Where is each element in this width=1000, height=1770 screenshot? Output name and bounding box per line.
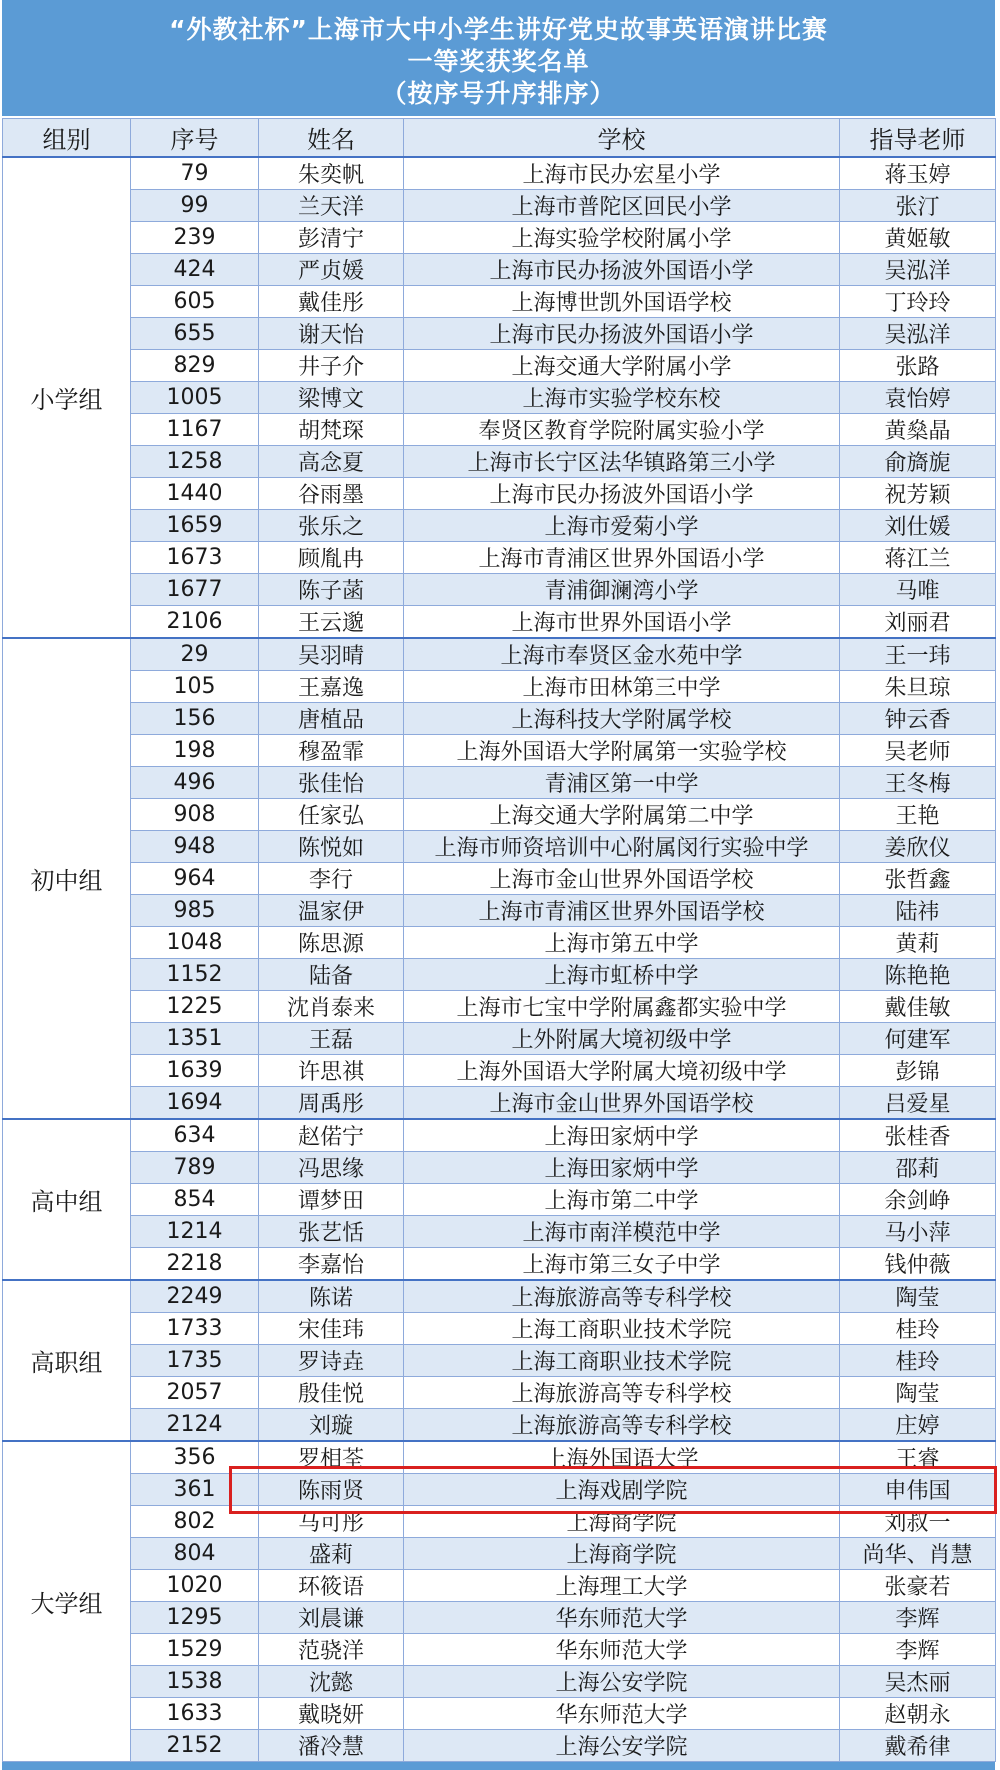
number-cell: 156 xyxy=(131,703,259,735)
table-row xyxy=(3,414,996,446)
school-cell: 上海科技大学附属学校 xyxy=(404,703,840,735)
table-row xyxy=(3,1184,996,1216)
name-cell: 李行 xyxy=(259,863,404,895)
school-cell: 奉贤区教育学院附属实验小学 xyxy=(404,414,840,446)
header-name: 姓名 xyxy=(259,119,404,158)
teacher-cell: 马小萍 xyxy=(840,1216,996,1248)
school-cell: 青浦御澜湾小学 xyxy=(404,574,840,606)
name-cell: 胡梵琛 xyxy=(259,414,404,446)
group-label: 高中组 xyxy=(3,1119,131,1280)
name-cell: 冯思缘 xyxy=(259,1152,404,1184)
name-cell: 范骁洋 xyxy=(259,1634,404,1666)
number-cell: 1295 xyxy=(131,1602,259,1634)
name-cell: 陈悦如 xyxy=(259,831,404,863)
school-cell: 上海公安学院 xyxy=(404,1730,840,1762)
number-cell: 1633 xyxy=(131,1698,259,1730)
school-cell: 上海田家炳中学 xyxy=(404,1119,840,1152)
school-cell: 青浦区第一中学 xyxy=(404,767,840,799)
table-row xyxy=(3,1280,996,1313)
teacher-cell: 黄莉 xyxy=(840,927,996,959)
school-cell: 上海市爱菊小学 xyxy=(404,510,840,542)
number-cell: 1639 xyxy=(131,1055,259,1087)
table-row xyxy=(3,1345,996,1377)
name-cell: 高念夏 xyxy=(259,446,404,478)
school-cell: 上海市青浦区世界外国语学校 xyxy=(404,895,840,927)
teacher-cell: 钟云香 xyxy=(840,703,996,735)
table-row xyxy=(3,767,996,799)
table-row xyxy=(3,382,996,414)
title-line-1: “外教社杯”上海市大中小学生讲好党史故事英语演讲比赛 xyxy=(169,15,828,44)
table-row xyxy=(3,671,996,703)
school-cell: 上海交通大学附属小学 xyxy=(404,350,840,382)
number-cell: 948 xyxy=(131,831,259,863)
header-number: 序号 xyxy=(131,119,259,158)
teacher-cell: 陶莹 xyxy=(840,1280,996,1313)
school-cell: 上海市长宁区法华镇路第三小学 xyxy=(404,446,840,478)
name-cell: 宋佳玮 xyxy=(259,1313,404,1345)
school-cell: 上海外国语大学附属第一实验学校 xyxy=(404,735,840,767)
number-cell: 1351 xyxy=(131,1023,259,1055)
school-cell: 上海市金山世界外国语学校 xyxy=(404,863,840,895)
name-cell: 罗诗垚 xyxy=(259,1345,404,1377)
table-row xyxy=(3,318,996,350)
number-cell: 1529 xyxy=(131,1634,259,1666)
school-cell: 上海市第五中学 xyxy=(404,927,840,959)
number-cell: 1440 xyxy=(131,478,259,510)
table-row xyxy=(3,927,996,959)
number-cell: 655 xyxy=(131,318,259,350)
table-row xyxy=(3,574,996,606)
name-cell: 陈雨贤 xyxy=(259,1474,404,1506)
table-row xyxy=(3,286,996,318)
school-cell: 上海商学院 xyxy=(404,1538,840,1570)
name-cell: 沈懿 xyxy=(259,1666,404,1698)
school-cell: 上海市第三女子中学 xyxy=(404,1248,840,1281)
teacher-cell: 姜欣仪 xyxy=(840,831,996,863)
table-row xyxy=(3,1570,996,1602)
table-row xyxy=(3,510,996,542)
name-cell: 唐植品 xyxy=(259,703,404,735)
name-cell: 赵偌宁 xyxy=(259,1119,404,1152)
table-row xyxy=(3,1634,996,1666)
teacher-cell: 张哲鑫 xyxy=(840,863,996,895)
name-cell: 温家伊 xyxy=(259,895,404,927)
number-cell: 496 xyxy=(131,767,259,799)
school-cell: 上海市师资培训中心附属闵行实验中学 xyxy=(404,831,840,863)
award-table xyxy=(2,118,996,1762)
name-cell: 吴羽晴 xyxy=(259,638,404,671)
table-body xyxy=(3,157,996,1762)
number-cell: 2218 xyxy=(131,1248,259,1281)
group-label: 初中组 xyxy=(3,638,131,1119)
teacher-cell: 李辉 xyxy=(840,1634,996,1666)
school-cell: 上海市民办扬波外国语小学 xyxy=(404,254,840,286)
teacher-cell: 王冬梅 xyxy=(840,767,996,799)
school-cell: 华东师范大学 xyxy=(404,1602,840,1634)
number-cell: 964 xyxy=(131,863,259,895)
number-cell: 361 xyxy=(131,1474,259,1506)
name-cell: 沈肖泰来 xyxy=(259,991,404,1023)
teacher-cell: 何建军 xyxy=(840,1023,996,1055)
teacher-cell: 吕爱星 xyxy=(840,1087,996,1120)
table-row xyxy=(3,1119,996,1152)
school-cell: 上海市民办扬波外国语小学 xyxy=(404,318,840,350)
number-cell: 1694 xyxy=(131,1087,259,1120)
number-cell: 802 xyxy=(131,1506,259,1538)
table-row xyxy=(3,735,996,767)
table-row xyxy=(3,1698,996,1730)
number-cell: 1214 xyxy=(131,1216,259,1248)
teacher-cell: 袁怡婷 xyxy=(840,382,996,414)
table-row xyxy=(3,1409,996,1442)
title-block xyxy=(2,0,995,118)
number-cell: 2249 xyxy=(131,1280,259,1313)
school-cell: 上海旅游高等专科学校 xyxy=(404,1377,840,1409)
table-row xyxy=(3,157,996,190)
table-row xyxy=(3,895,996,927)
name-cell: 张佳怡 xyxy=(259,767,404,799)
table-row xyxy=(3,1023,996,1055)
school-cell: 华东师范大学 xyxy=(404,1634,840,1666)
teacher-cell: 吴杰丽 xyxy=(840,1666,996,1698)
school-cell: 上海市民办宏星小学 xyxy=(404,157,840,190)
number-cell: 1677 xyxy=(131,574,259,606)
teacher-cell: 张汀 xyxy=(840,190,996,222)
teacher-cell: 庄婷 xyxy=(840,1409,996,1442)
teacher-cell: 桂玲 xyxy=(840,1313,996,1345)
number-cell: 1258 xyxy=(131,446,259,478)
teacher-cell: 李辉 xyxy=(840,1602,996,1634)
school-cell: 华东师范大学 xyxy=(404,1698,840,1730)
number-cell: 1048 xyxy=(131,927,259,959)
number-cell: 29 xyxy=(131,638,259,671)
number-cell: 79 xyxy=(131,157,259,190)
table-row xyxy=(3,478,996,510)
name-cell: 刘晨谦 xyxy=(259,1602,404,1634)
table-row xyxy=(3,1602,996,1634)
school-cell: 上海田家炳中学 xyxy=(404,1152,840,1184)
number-cell: 198 xyxy=(131,735,259,767)
name-cell: 许思祺 xyxy=(259,1055,404,1087)
school-cell: 上海实验学校附属小学 xyxy=(404,222,840,254)
name-cell: 陈思源 xyxy=(259,927,404,959)
number-cell: 1673 xyxy=(131,542,259,574)
school-cell: 上海市民办扬波外国语小学 xyxy=(404,478,840,510)
teacher-cell: 吴泓洋 xyxy=(840,318,996,350)
number-cell: 2152 xyxy=(131,1730,259,1762)
teacher-cell: 马唯 xyxy=(840,574,996,606)
number-cell: 789 xyxy=(131,1152,259,1184)
teacher-cell: 张路 xyxy=(840,350,996,382)
number-cell: 239 xyxy=(131,222,259,254)
school-cell: 上海市奉贤区金水苑中学 xyxy=(404,638,840,671)
title-line-3: （按序号升序排序） xyxy=(381,79,616,108)
name-cell: 王磊 xyxy=(259,1023,404,1055)
teacher-cell: 刘仕媛 xyxy=(840,510,996,542)
teacher-cell: 俞旖旎 xyxy=(840,446,996,478)
name-cell: 罗相荃 xyxy=(259,1441,404,1474)
number-cell: 1659 xyxy=(131,510,259,542)
table-row xyxy=(3,1377,996,1409)
teacher-cell: 王艳 xyxy=(840,799,996,831)
name-cell: 王嘉逸 xyxy=(259,671,404,703)
bottom-bar xyxy=(2,1762,995,1770)
school-cell: 上海工商职业技术学院 xyxy=(404,1313,840,1345)
table-row xyxy=(3,863,996,895)
header-row xyxy=(3,119,996,158)
number-cell: 854 xyxy=(131,1184,259,1216)
teacher-cell: 张桂香 xyxy=(840,1119,996,1152)
table-row xyxy=(3,959,996,991)
name-cell: 谷雨墨 xyxy=(259,478,404,510)
group-label: 大学组 xyxy=(3,1441,131,1762)
teacher-cell: 吴泓洋 xyxy=(840,254,996,286)
school-cell: 上海市田林第三中学 xyxy=(404,671,840,703)
name-cell: 井子介 xyxy=(259,350,404,382)
name-cell: 李嘉怡 xyxy=(259,1248,404,1281)
school-cell: 上海博世凯外国语学校 xyxy=(404,286,840,318)
name-cell: 兰天洋 xyxy=(259,190,404,222)
name-cell: 顾胤冉 xyxy=(259,542,404,574)
number-cell: 105 xyxy=(131,671,259,703)
teacher-cell: 朱旦琼 xyxy=(840,671,996,703)
name-cell: 王云邈 xyxy=(259,606,404,639)
number-cell: 908 xyxy=(131,799,259,831)
teacher-cell: 陆祎 xyxy=(840,895,996,927)
table-row xyxy=(3,991,996,1023)
school-cell: 上外附属大境初级中学 xyxy=(404,1023,840,1055)
teacher-cell: 余剑峥 xyxy=(840,1184,996,1216)
number-cell: 99 xyxy=(131,190,259,222)
teacher-cell: 蒋玉婷 xyxy=(840,157,996,190)
teacher-cell: 戴希律 xyxy=(840,1730,996,1762)
name-cell: 梁博文 xyxy=(259,382,404,414)
name-cell: 谢天怡 xyxy=(259,318,404,350)
number-cell: 605 xyxy=(131,286,259,318)
name-cell: 陈子菡 xyxy=(259,574,404,606)
number-cell: 985 xyxy=(131,895,259,927)
table-row xyxy=(3,799,996,831)
table-row xyxy=(3,222,996,254)
teacher-cell: 申伟国 xyxy=(840,1474,996,1506)
teacher-cell: 刘丽君 xyxy=(840,606,996,639)
school-cell: 上海商学院 xyxy=(404,1506,840,1538)
school-cell: 上海外国语大学 xyxy=(404,1441,840,1474)
table-row xyxy=(3,1055,996,1087)
header-school: 学校 xyxy=(404,119,840,158)
table-row xyxy=(3,1216,996,1248)
teacher-cell: 赵朝永 xyxy=(840,1698,996,1730)
school-cell: 上海市七宝中学附属鑫都实验中学 xyxy=(404,991,840,1023)
table-row xyxy=(3,638,996,671)
number-cell: 2124 xyxy=(131,1409,259,1442)
number-cell: 2106 xyxy=(131,606,259,639)
school-cell: 上海交通大学附属第二中学 xyxy=(404,799,840,831)
table-row xyxy=(3,446,996,478)
teacher-cell: 尚华、肖慧 xyxy=(840,1538,996,1570)
name-cell: 穆盈霏 xyxy=(259,735,404,767)
table-row xyxy=(3,1666,996,1698)
teacher-cell: 黄姬敏 xyxy=(840,222,996,254)
table-row xyxy=(3,190,996,222)
teacher-cell: 王一玮 xyxy=(840,638,996,671)
number-cell: 1538 xyxy=(131,1666,259,1698)
number-cell: 634 xyxy=(131,1119,259,1152)
school-cell: 上海旅游高等专科学校 xyxy=(404,1280,840,1313)
number-cell: 1167 xyxy=(131,414,259,446)
name-cell: 刘璇 xyxy=(259,1409,404,1442)
name-cell: 环筱语 xyxy=(259,1570,404,1602)
table-row xyxy=(3,254,996,286)
table-row xyxy=(3,542,996,574)
name-cell: 谭梦田 xyxy=(259,1184,404,1216)
header-group: 组别 xyxy=(3,119,131,158)
teacher-cell: 张豪若 xyxy=(840,1570,996,1602)
highlight-box xyxy=(229,1466,997,1514)
group-label: 小学组 xyxy=(3,157,131,638)
number-cell: 1152 xyxy=(131,959,259,991)
name-cell: 严贞媛 xyxy=(259,254,404,286)
name-cell: 马可彤 xyxy=(259,1506,404,1538)
number-cell: 1020 xyxy=(131,1570,259,1602)
school-cell: 上海市金山世界外国语学校 xyxy=(404,1087,840,1120)
number-cell: 829 xyxy=(131,350,259,382)
number-cell: 804 xyxy=(131,1538,259,1570)
number-cell: 1225 xyxy=(131,991,259,1023)
school-cell: 上海市普陀区回民小学 xyxy=(404,190,840,222)
teacher-cell: 王睿 xyxy=(840,1441,996,1474)
table-row xyxy=(3,1313,996,1345)
teacher-cell: 陈艳艳 xyxy=(840,959,996,991)
school-cell: 上海理工大学 xyxy=(404,1570,840,1602)
teacher-cell: 陶莹 xyxy=(840,1377,996,1409)
teacher-cell: 刘叔一 xyxy=(840,1506,996,1538)
school-cell: 上海市虹桥中学 xyxy=(404,959,840,991)
school-cell: 上海市第二中学 xyxy=(404,1184,840,1216)
name-cell: 周禹彤 xyxy=(259,1087,404,1120)
number-cell: 356 xyxy=(131,1441,259,1474)
name-cell: 张艺恬 xyxy=(259,1216,404,1248)
school-cell: 上海戏剧学院 xyxy=(404,1474,840,1506)
name-cell: 潘冷慧 xyxy=(259,1730,404,1762)
table-row xyxy=(3,1087,996,1120)
school-cell: 上海公安学院 xyxy=(404,1666,840,1698)
number-cell: 2057 xyxy=(131,1377,259,1409)
name-cell: 彭清宁 xyxy=(259,222,404,254)
teacher-cell: 彭锦 xyxy=(840,1055,996,1087)
header-teacher: 指导老师 xyxy=(840,119,996,158)
teacher-cell: 丁玲玲 xyxy=(840,286,996,318)
school-cell: 上海市青浦区世界外国语小学 xyxy=(404,542,840,574)
name-cell: 朱奕帆 xyxy=(259,157,404,190)
school-cell: 上海旅游高等专科学校 xyxy=(404,1409,840,1442)
name-cell: 陈诺 xyxy=(259,1280,404,1313)
teacher-cell: 黄燊晶 xyxy=(840,414,996,446)
table-row xyxy=(3,1730,996,1762)
table-row xyxy=(3,1248,996,1281)
school-cell: 上海外国语大学附属大境初级中学 xyxy=(404,1055,840,1087)
teacher-cell: 吴老师 xyxy=(840,735,996,767)
teacher-cell: 桂玲 xyxy=(840,1345,996,1377)
teacher-cell: 钱仲薇 xyxy=(840,1248,996,1281)
table-row xyxy=(3,703,996,735)
title-line-2: 一等奖获奖名单 xyxy=(407,47,590,76)
teacher-cell: 蒋江兰 xyxy=(840,542,996,574)
table-row xyxy=(3,1538,996,1570)
school-cell: 上海市南洋模范中学 xyxy=(404,1216,840,1248)
name-cell: 戴佳彤 xyxy=(259,286,404,318)
group-label: 高职组 xyxy=(3,1280,131,1441)
school-cell: 上海市实验学校东校 xyxy=(404,382,840,414)
teacher-cell: 邵莉 xyxy=(840,1152,996,1184)
number-cell: 424 xyxy=(131,254,259,286)
table-row xyxy=(3,1152,996,1184)
school-cell: 上海市世界外国语小学 xyxy=(404,606,840,639)
table-row xyxy=(3,606,996,639)
school-cell: 上海工商职业技术学院 xyxy=(404,1345,840,1377)
name-cell: 张乐之 xyxy=(259,510,404,542)
table-row xyxy=(3,831,996,863)
teacher-cell: 戴佳敏 xyxy=(840,991,996,1023)
number-cell: 1735 xyxy=(131,1345,259,1377)
name-cell: 殷佳悦 xyxy=(259,1377,404,1409)
table-row xyxy=(3,350,996,382)
name-cell: 戴晓妍 xyxy=(259,1698,404,1730)
number-cell: 1005 xyxy=(131,382,259,414)
teacher-cell: 祝芳颖 xyxy=(840,478,996,510)
name-cell: 陆备 xyxy=(259,959,404,991)
number-cell: 1733 xyxy=(131,1313,259,1345)
name-cell: 任家弘 xyxy=(259,799,404,831)
name-cell: 盛莉 xyxy=(259,1538,404,1570)
